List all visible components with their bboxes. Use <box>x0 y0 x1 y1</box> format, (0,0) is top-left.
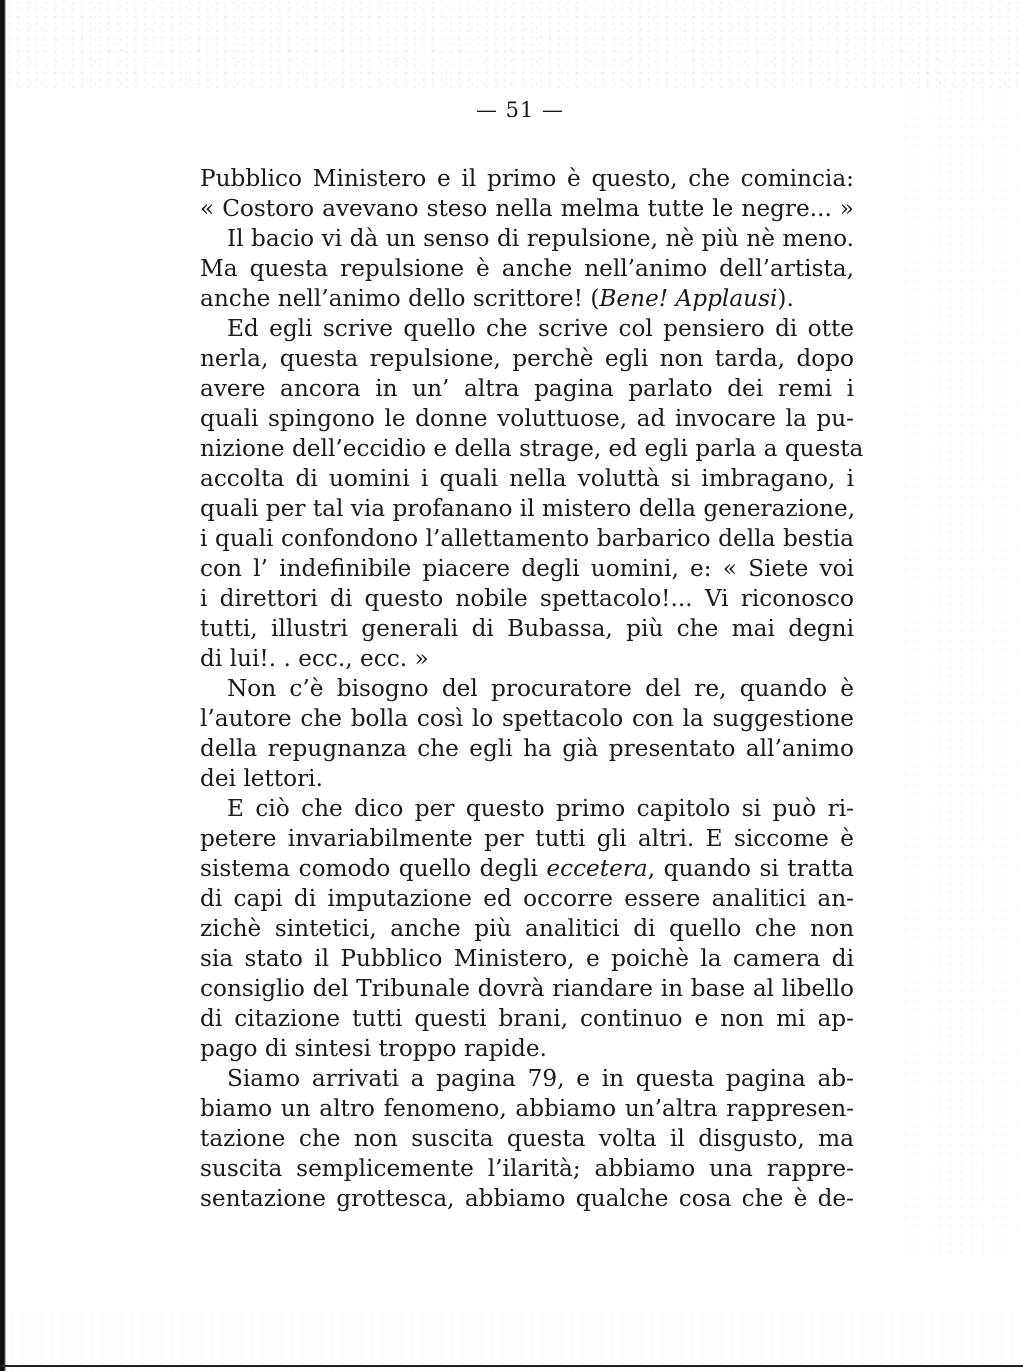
text-line: Ed egli scrive quello che scrive col pensiero di otte <box>227 315 854 342</box>
text-line: i quali confondono l’allettamento barbarico della bestia <box>200 525 854 552</box>
scan-noise-bottom <box>8 1311 1018 1371</box>
text-line: Ma questa repulsione è anche nell’animo dell’artista, <box>200 255 854 282</box>
text-line: Il bacio vi dà un senso di repulsione, nè più nè meno. <box>227 225 854 252</box>
text-line: i direttori di questo nobile spettacolo!... Vi riconosco <box>200 585 854 612</box>
binding-edge <box>0 0 6 1371</box>
text-line: di lui!. . ecc., ecc. » <box>200 645 429 672</box>
text-line: tutti, illustri generali di Bubassa, più che mai degni <box>200 615 854 642</box>
text-line: avere ancora in un’ altra pagina parlato dei remi i <box>200 375 854 402</box>
text-run: ). <box>777 285 794 312</box>
text-line: di capi di imputazione ed occorre essere analitici an- <box>200 885 854 912</box>
text-line: Siamo arrivati a pagina 79, e in questa pagina ab- <box>227 1065 854 1092</box>
text-run: anche nell’animo dello scrittore! ( <box>200 285 600 312</box>
text-line: quali spingono le donne voluttuose, ad invocare la pu- <box>200 405 854 432</box>
text-line: Non c’è bisogno del procuratore del re, quando è <box>227 675 854 702</box>
text-line: suscita semplicemente l’ilarità; abbiamo una rappre- <box>200 1155 854 1182</box>
scan-noise-right <box>903 60 1023 1260</box>
text-line: con l’ indefinibile piacere degli uomini, e: « Siete voi <box>200 555 854 582</box>
scan-noise-top <box>8 0 1018 90</box>
text-line: accolta di uomini i quali nella voluttà si imbragano, i <box>200 465 854 492</box>
text-line: di citazione tutti questi brani, continuo e non mi ap- <box>200 1005 854 1032</box>
text-line: consiglio del Tribunale dovrà riandare in base al libello <box>200 975 854 1002</box>
page-number: — 51 — <box>475 98 565 122</box>
text-line <box>200 854 854 884</box>
text-line: petere invariabilmente per tutti gli altri. E siccome è <box>200 825 854 852</box>
text-line: quali per tal via profanano il mistero della generazione, <box>200 495 856 522</box>
text-line: nerla, questa repulsione, perchè egli non tarda, dopo <box>200 345 854 372</box>
text-line: biamo un altro fenomeno, abbiamo un’altra rappresen- <box>200 1095 854 1122</box>
text-line: sentazione grottesca, abbiamo qualche cosa che è de- <box>200 1185 854 1212</box>
text-run: , quando si tratta <box>647 855 854 882</box>
text-line: « Costoro avevano steso nella melma tutte le negre... » <box>200 195 854 222</box>
text-line: l’autore che bolla così lo spettacolo con la suggestione <box>200 705 854 732</box>
text-line: E ciò che dico per questo primo capitolo si può ri- <box>227 795 854 822</box>
text-line: zichè sintetici, anche più analitici di quello che non <box>200 915 854 942</box>
italic-run: Bene! Applausi <box>599 285 778 312</box>
body-text <box>200 164 864 1214</box>
text-line: tazione che non suscita questa volta il disgusto, ma <box>200 1125 854 1152</box>
text-line <box>200 284 854 314</box>
text-line: sia stato il Pubblico Ministero, e poichè la camera di <box>200 945 854 972</box>
italic-run: eccetera <box>546 855 648 882</box>
text-line: pago di sintesi troppo rapide. <box>200 1035 547 1062</box>
text-line: dei lettori. <box>200 765 323 792</box>
page-bottom-edge <box>0 1365 1023 1367</box>
text-line: della repugnanza che egli ha già presentato all’animo <box>200 735 854 762</box>
text-line: nizione dell’eccidio e della strage, ed egli parla a questa <box>200 435 864 462</box>
text-line: Pubblico Ministero e il primo è questo, che comincia: <box>200 165 854 192</box>
text-run: sistema comodo quello degli <box>200 855 547 882</box>
